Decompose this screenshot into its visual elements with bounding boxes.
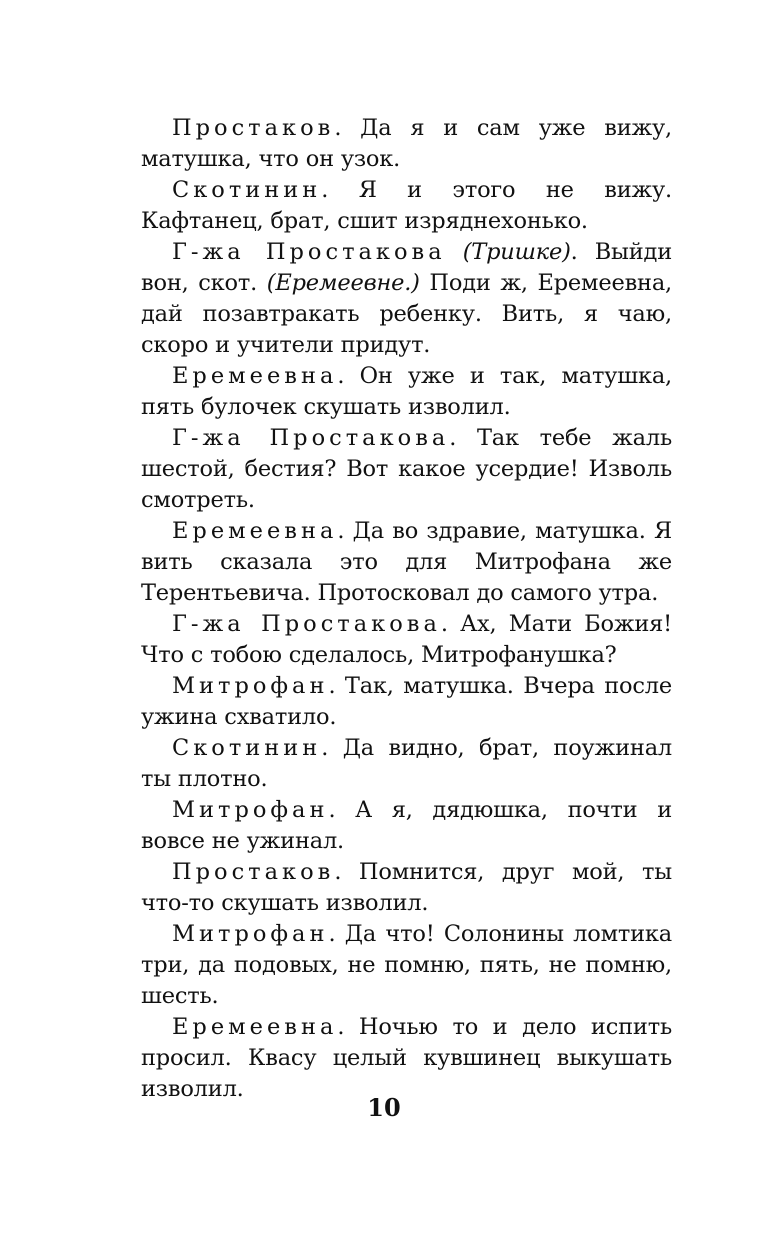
line-text: . Да во здравие, матушка. Я вить сказала это для Митрофана же Терентьевича. Протосковал до самого утра. [141, 518, 672, 606]
speaker-name: Митрофан [172, 673, 329, 699]
dialogue-line [141, 795, 672, 857]
line-text: . Ах, Мати Божия! Что с тобою сделалось, Митрофанушка? [141, 611, 672, 668]
stage-direction: (Еремеевне.) [266, 270, 420, 296]
speaker-name: Еремеевна [172, 518, 338, 544]
dialogue-line [141, 671, 672, 733]
dialogue-line [141, 175, 672, 237]
speaker-name: Еремеевна [172, 1014, 338, 1040]
dialogue-line [141, 919, 672, 1012]
speaker-name: Г-жа Простакова [172, 239, 446, 265]
dialogue-line [141, 516, 672, 609]
dialogue-line [141, 113, 672, 175]
speaker-name: Скотинин [172, 177, 322, 203]
line-text: Поди ж, Еремеевна, дай позавтракать ребенку. Вить, я чаю, скоро и учители придут. [141, 270, 672, 358]
line-text [446, 239, 463, 265]
line-text: . Ночью то и дело испить просил. Квасу целый кувшинец выкушать изволил. [141, 1014, 672, 1102]
line-text: . Помнится, друг мой, ты что-то скушать изволил. [141, 859, 672, 916]
dialogue-line [141, 857, 672, 919]
line-text: . Я и этого не вижу. Кафтанец, брат, сшит изряднехонько. [141, 177, 672, 234]
line-text: . Да видно, брат, поужинал ты плотно. [141, 735, 672, 792]
speaker-name: Еремеевна [172, 363, 338, 389]
speaker-name: Митрофан [172, 921, 329, 947]
page-number: 10 [367, 1093, 401, 1122]
line-text: . Выйди вон, скот. [141, 239, 672, 296]
dialogue-line [141, 733, 672, 795]
stage-direction: (Тришке) [462, 239, 571, 265]
line-text: . Так, матушка. Вчера после ужина схватило. [141, 673, 672, 730]
line-text: . Да я и сам уже вижу, матушка, что он узок. [141, 115, 672, 172]
dialogue-line [141, 237, 672, 361]
play-text [141, 113, 672, 1105]
dialogue-line [141, 1012, 672, 1105]
speaker-name: Митрофан [172, 797, 329, 823]
speaker-name: Простаков [172, 859, 335, 885]
line-text: . Так тебе жаль шестой, бестия? Вот какое усердие! Изволь смотреть. [141, 425, 672, 513]
speaker-name: Г-жа Простакова [172, 611, 441, 637]
line-text: . А я, дядюшка, почти и вовсе не ужинал. [141, 797, 672, 854]
speaker-name: Скотинин [172, 735, 322, 761]
line-text: . Он уже и так, матушка, пять булочек скушать изволил. [141, 363, 672, 420]
speaker-name: Простаков [172, 115, 335, 141]
dialogue-line [141, 361, 672, 423]
dialogue-line [141, 423, 672, 516]
line-text: . Да что! Солонины ломтика три, да подовых, не помню, пять, не помню, шесть. [141, 921, 672, 1009]
dialogue-line [141, 609, 672, 671]
speaker-name: Г-жа Простакова [172, 425, 450, 451]
